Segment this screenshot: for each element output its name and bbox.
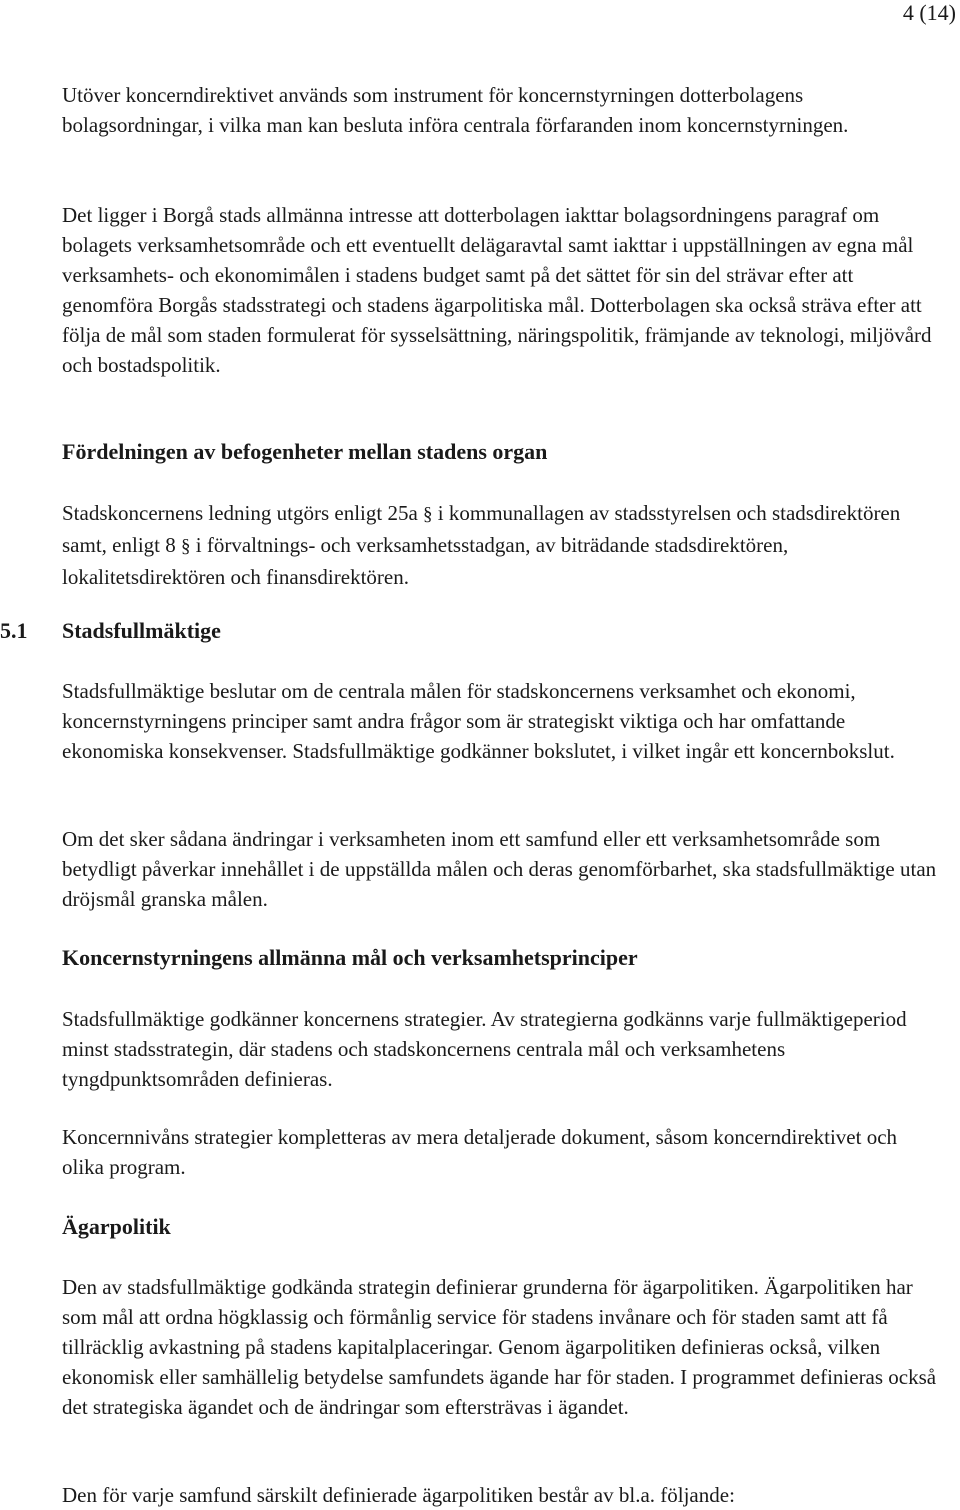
paragraph-dotterbolagen-intresse: Det ligger i Borgå stads allmänna intresse att dotterbolagen iakttar bolagsordningens paragraf om bolagets verksamhetsområde och ett eventuellt delägaravtal samt iakttar i uppställningen av egna mål verksamhets- och ekonomimålen i stadens budget samt på det sättet för sin del strävar efter att genomföra Borgås stadsstrategi och stadens ägarpolitiska mål. Dotterbolagen ska också sträva efter att följa de mål som staden formulerat för sysselsättning, näringspolitik, främjande av teknologi, miljövård och bostadspolitik. xyxy=(62,203,932,377)
heading-befogenheter: Fördelningen av befogenheter mellan stadens organ xyxy=(62,439,548,464)
ledning-text-2: i kommunallagen av stadsstyrelsen och stadsdirektören samt, enligt 8 xyxy=(62,501,901,557)
paragraph-koncernniva: Koncernnivåns strategier kompletteras av mera detaljerade dokument, såsom koncerndirektivet och olika program. xyxy=(62,1125,898,1179)
paragraph-stadsfullmaktige-beslutar: Stadsfullmäktige beslutar om de centrala målen för stadskoncernens verksamhet och ekonomi, koncernstyrningens principer samt andra frågor som är strategiskt viktiga och har omfattande ekonomiska konsekvenser. Stadsfullmäktige godkänner bokslutet, i vilket ingår ett koncernbokslut. xyxy=(62,679,895,763)
heading-stadsfullmaktige: Stadsfullmäktige xyxy=(62,618,221,643)
heading-allmanna-mal: Koncernstyrningens allmänna mål och verksamhetsprinciper xyxy=(62,945,638,970)
heading-agarpolitik: Ägarpolitik xyxy=(62,1214,171,1239)
paragraph-agarpolitik: Den av stadsfullmäktige godkända strategin definierar grunderna för ägarpolitiken. Ägarpolitiken har som mål att ordna högklassig och förmånlig service för stadens invånare och för staden samt att få tillräcklig avkastning på stadens kapitalplaceringar. Genom ägarpolitiken definieras också, vilken ekonomisk eller samhällelig betydelse samfundets ägande har för staden. I programmet definieras också det strategiska ägandet och de ändringar som eftersträvas i ägandet. xyxy=(62,1275,937,1419)
paragraph-strategier: Stadsfullmäktige godkänner koncernens strategier. Av strategierna godkänns varje fullmäktigeperiod minst stadsstrategin, där stadens och stadskoncernens centrala mål och verksamhetens tyngdpunktsområden definieras. xyxy=(62,1007,907,1091)
paragraph-samfund-agarpolitik: Den för varje samfund särskilt definierade ägarpolitiken består av bl.a. följande: xyxy=(62,1483,735,1507)
section-number: 5.1 xyxy=(0,618,28,643)
paragraph-sign-icon: § xyxy=(181,536,191,557)
ledning-text-1: Stadskoncernens ledning utgörs enligt 25a xyxy=(62,501,418,525)
ledning-text-3: i förvaltnings- och verksamhetsstadgan, av biträdande stadsdirektören, lokalitetsdirektören och finansdirektören. xyxy=(62,533,789,589)
paragraph-andringar: Om det sker sådana ändringar i verksamheten inom ett samfund eller ett verksamhetsområde som betydligt påverkar innehållet i de uppställda målen och deras genomförbarhet, ska stadsfullmäktige utan dröjsmål granska målen. xyxy=(62,827,937,911)
paragraph-ledning xyxy=(62,498,940,592)
page-number: 4 (14) xyxy=(902,0,956,25)
paragraph-koncerndirektivet: Utöver koncerndirektivet används som instrument för koncernstyrningen dotterbolagens bolagsordningar, i vilka man kan besluta införa centrala förfaranden inom koncernstyrningen. xyxy=(62,83,849,137)
paragraph-sign-icon: § xyxy=(423,504,433,525)
